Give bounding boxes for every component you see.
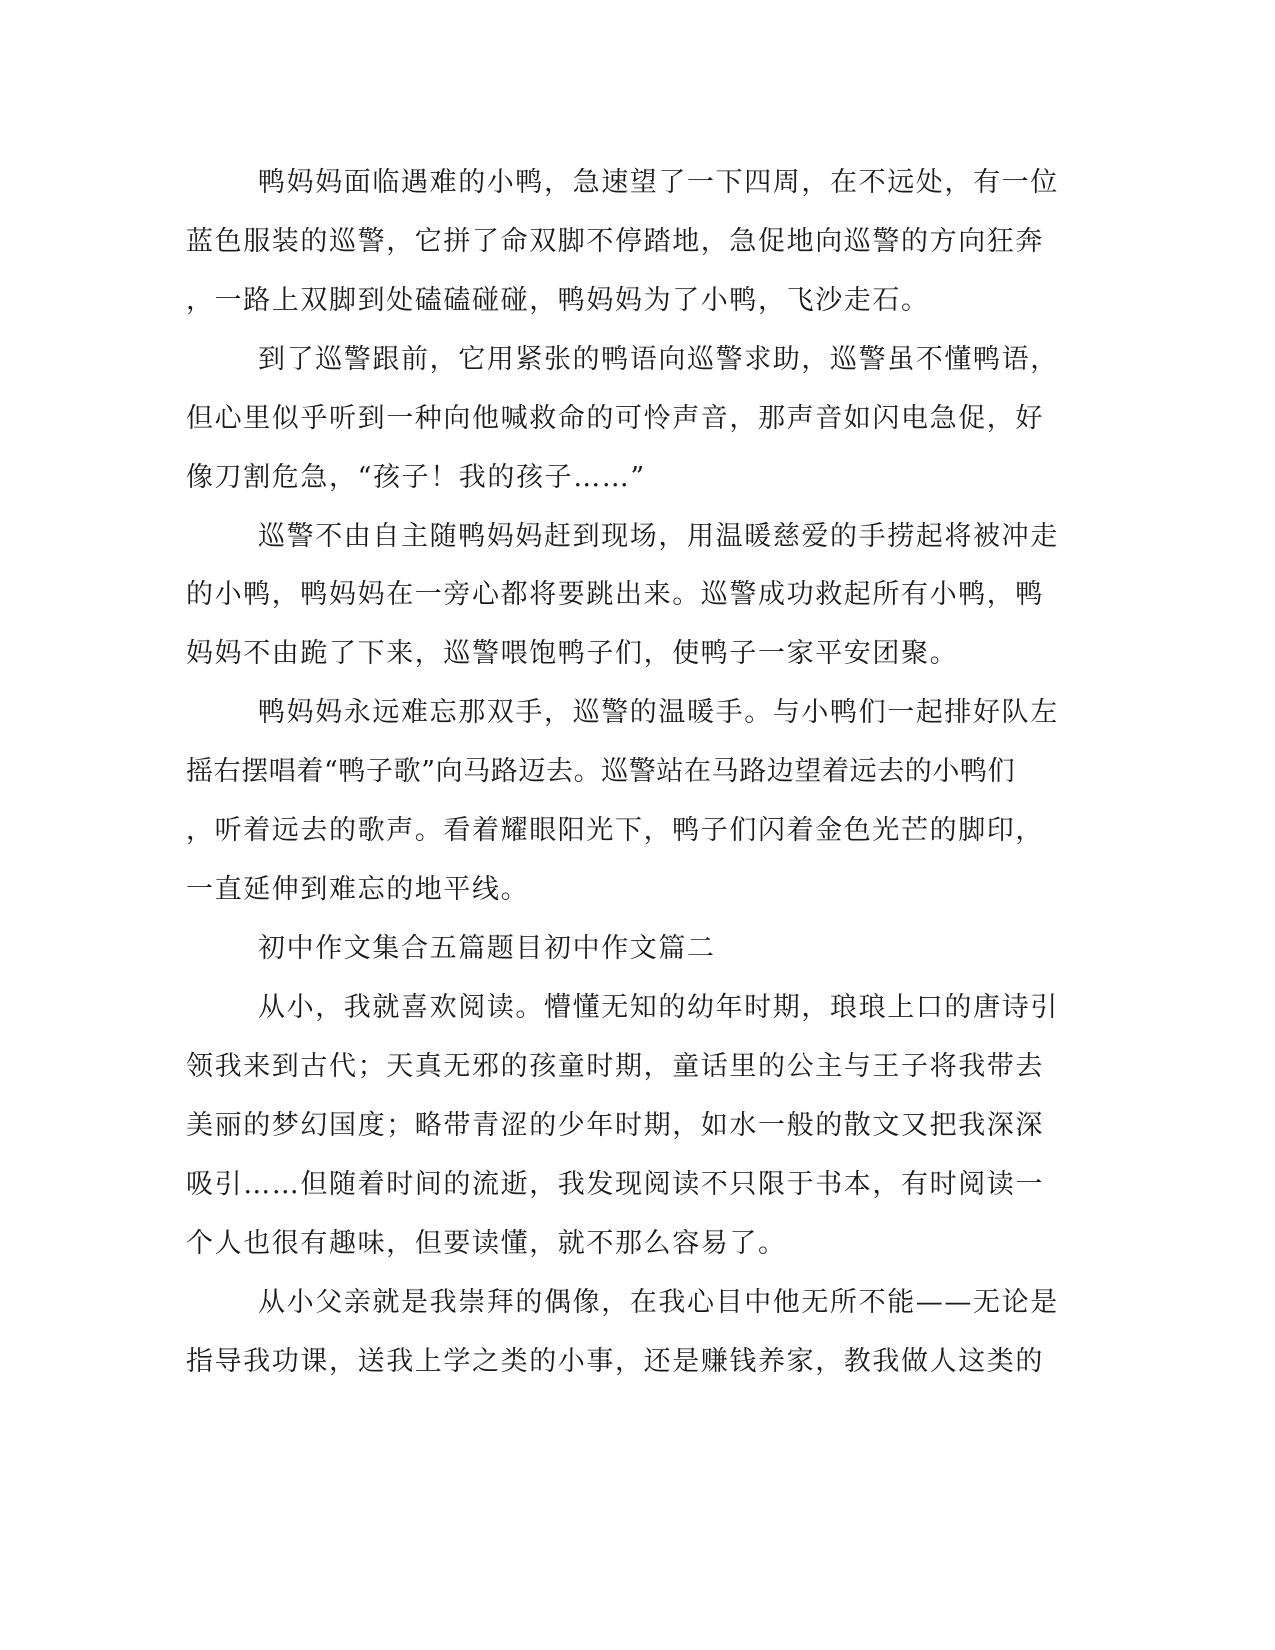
text-line: ，听着远去的歌声。看着耀眼阳光下，鸭子们闪着金色光芒的脚印， <box>186 815 1044 846</box>
text-line: 像刀割危急，“孩子！我的孩子……” <box>186 462 646 493</box>
text-line: 吸引……但随着时间的流逝，我发现阅读不只限于书本，有时阅读一 <box>186 1169 1044 1200</box>
text-line: 个人也很有趣味，但要读懂，就不那么容易了。 <box>186 1228 787 1259</box>
text-line: 从小父亲就是我崇拜的偶像，在我心目中他无所不能——无论是 <box>258 1287 1059 1318</box>
text-line: 但心里似乎听到一种向他喊救命的可怜声音，那声音如闪电急促，好 <box>186 403 1044 434</box>
text-line: 鸭妈妈面临遇难的小鸭，急速望了一下四周，在不远处，有一位 <box>258 167 1059 198</box>
text-line: 的小鸭，鸭妈妈在一旁心都将要跳出来。巡警成功救起所有小鸭，鸭 <box>186 579 1044 610</box>
text-line: 巡警不由自主随鸭妈妈赶到现场，用温暖慈爱的手捞起将被冲走 <box>258 521 1059 552</box>
section-heading: 初中作文集合五篇题目初中作文篇二 <box>258 933 716 964</box>
text-line: 指导我功课，送我上学之类的小事，还是赚钱养家，教我做人这类的 <box>186 1346 1044 1377</box>
text-line: 领我来到古代；天真无邪的孩童时期，童话里的公主与王子将我带去 <box>186 1051 1044 1082</box>
text-line: 美丽的梦幻国度；略带青涩的少年时期，如水一般的散文又把我深深 <box>186 1110 1044 1141</box>
text-line: 从小，我就喜欢阅读。懵懂无知的幼年时期，琅琅上口的唐诗引 <box>258 992 1059 1023</box>
text-line: 到了巡警跟前，它用紧张的鸭语向巡警求助，巡警虽不懂鸭语， <box>258 344 1059 375</box>
text-line: 一直延伸到难忘的地平线。 <box>186 874 530 905</box>
text-line: ，一路上双脚到处磕磕碰碰，鸭妈妈为了小鸭，飞沙走石。 <box>186 285 930 316</box>
text-line: 摇右摆唱着“鸭子歌”向马路迈去。巡警站在马路边望着远去的小鸭们 <box>186 756 1016 787</box>
text-line: 鸭妈妈永远难忘那双手，巡警的温暖手。与小鸭们一起排好队左 <box>258 697 1059 728</box>
text-line: 妈妈不由跪了下来，巡警喂饱鸭子们，使鸭子一家平安团聚。 <box>186 638 959 669</box>
text-line: 蓝色服装的巡警，它拼了命双脚不停踏地，急促地向巡警的方向狂奔 <box>186 226 1044 257</box>
